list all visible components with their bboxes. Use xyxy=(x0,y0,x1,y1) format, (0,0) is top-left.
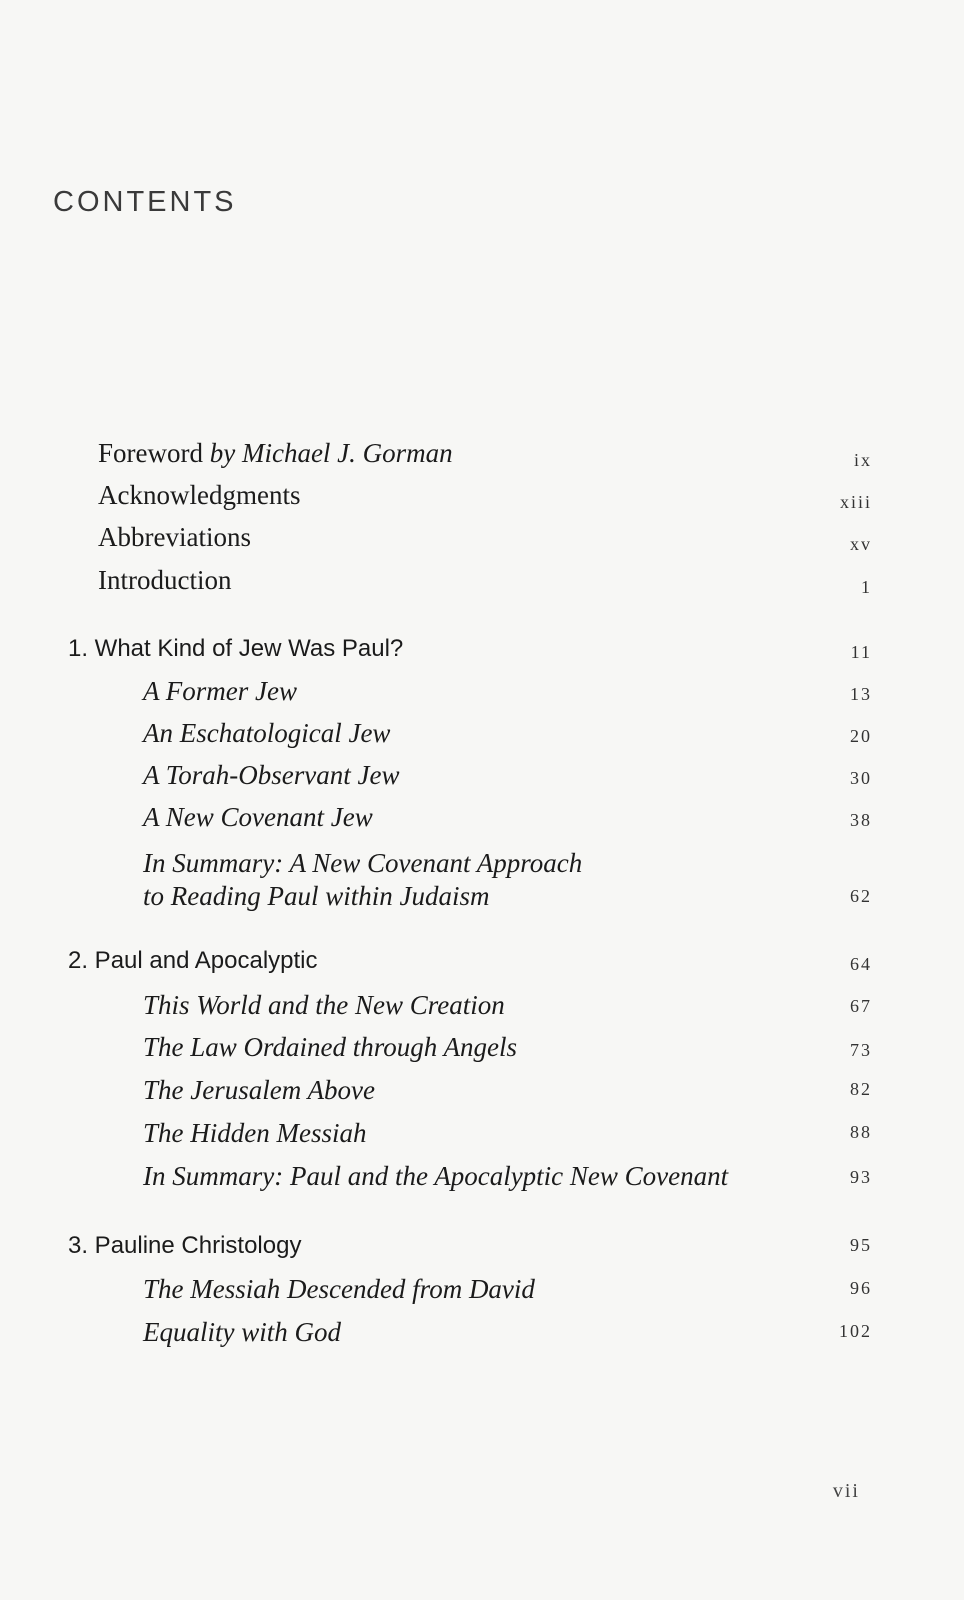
toc-section-title: A Torah-Observant Jew xyxy=(143,760,400,790)
toc-page-number: xiii xyxy=(839,492,872,512)
toc-page-number: 67 xyxy=(850,996,872,1016)
contents-heading: CONTENTS xyxy=(53,186,237,218)
toc-page-number: 64 xyxy=(850,954,872,974)
toc-page-number: 11 xyxy=(850,642,872,662)
toc-page-number: xv xyxy=(850,534,872,554)
toc-page-number: 38 xyxy=(850,810,872,830)
toc-page-number: 30 xyxy=(850,768,872,788)
toc-entry-title: Acknowledgments xyxy=(98,480,301,510)
toc-page-number: 95 xyxy=(850,1235,872,1255)
page-folio: vii xyxy=(832,1480,860,1502)
toc-section-title: The Law Ordained through Angels xyxy=(143,1032,518,1062)
toc-chapter-title: 3. Pauline Christology xyxy=(68,1232,302,1259)
toc-section-title: A Former Jew xyxy=(143,676,297,706)
toc-page-number: 102 xyxy=(839,1321,872,1341)
toc-section-title: The Jerusalem Above xyxy=(143,1075,375,1105)
toc-section-title: This World and the New Creation xyxy=(143,990,505,1020)
toc-entry-title: Foreword by Michael J. Gorman xyxy=(98,438,453,468)
toc-page-number: 1 xyxy=(861,577,872,597)
toc-chapter-title: 2. Paul and Apocalyptic xyxy=(68,947,318,974)
toc-section-title: The Messiah Descended from David xyxy=(143,1274,535,1304)
toc-page-number: 62 xyxy=(850,886,872,906)
toc-page-number: 96 xyxy=(850,1278,872,1298)
toc-page-number: 73 xyxy=(850,1040,872,1060)
toc-section-title: An Eschatological Jew xyxy=(143,718,391,748)
toc-page-number: 93 xyxy=(850,1167,872,1187)
toc-entry-title: Abbreviations xyxy=(98,522,251,552)
toc-chapter-title: 1. What Kind of Jew Was Paul? xyxy=(68,635,404,662)
toc-section-title: In Summary: Paul and the Apocalyptic New Covenant xyxy=(143,1161,729,1191)
toc-entry-title: Introduction xyxy=(98,565,232,595)
toc-section-title-continued: to Reading Paul within Judaism xyxy=(143,881,490,911)
toc-page-number: 82 xyxy=(850,1079,872,1099)
toc-page-number: 20 xyxy=(850,726,872,746)
toc-page-number: 13 xyxy=(850,684,872,704)
toc-section-title: The Hidden Messiah xyxy=(143,1118,367,1148)
toc-page-number: 88 xyxy=(850,1122,872,1142)
toc-section-title: In Summary: A New Covenant Approach xyxy=(143,848,583,878)
toc-section-title: A New Covenant Jew xyxy=(143,802,373,832)
toc-page-number: ix xyxy=(853,450,872,470)
toc-section-title: Equality with God xyxy=(143,1317,341,1347)
